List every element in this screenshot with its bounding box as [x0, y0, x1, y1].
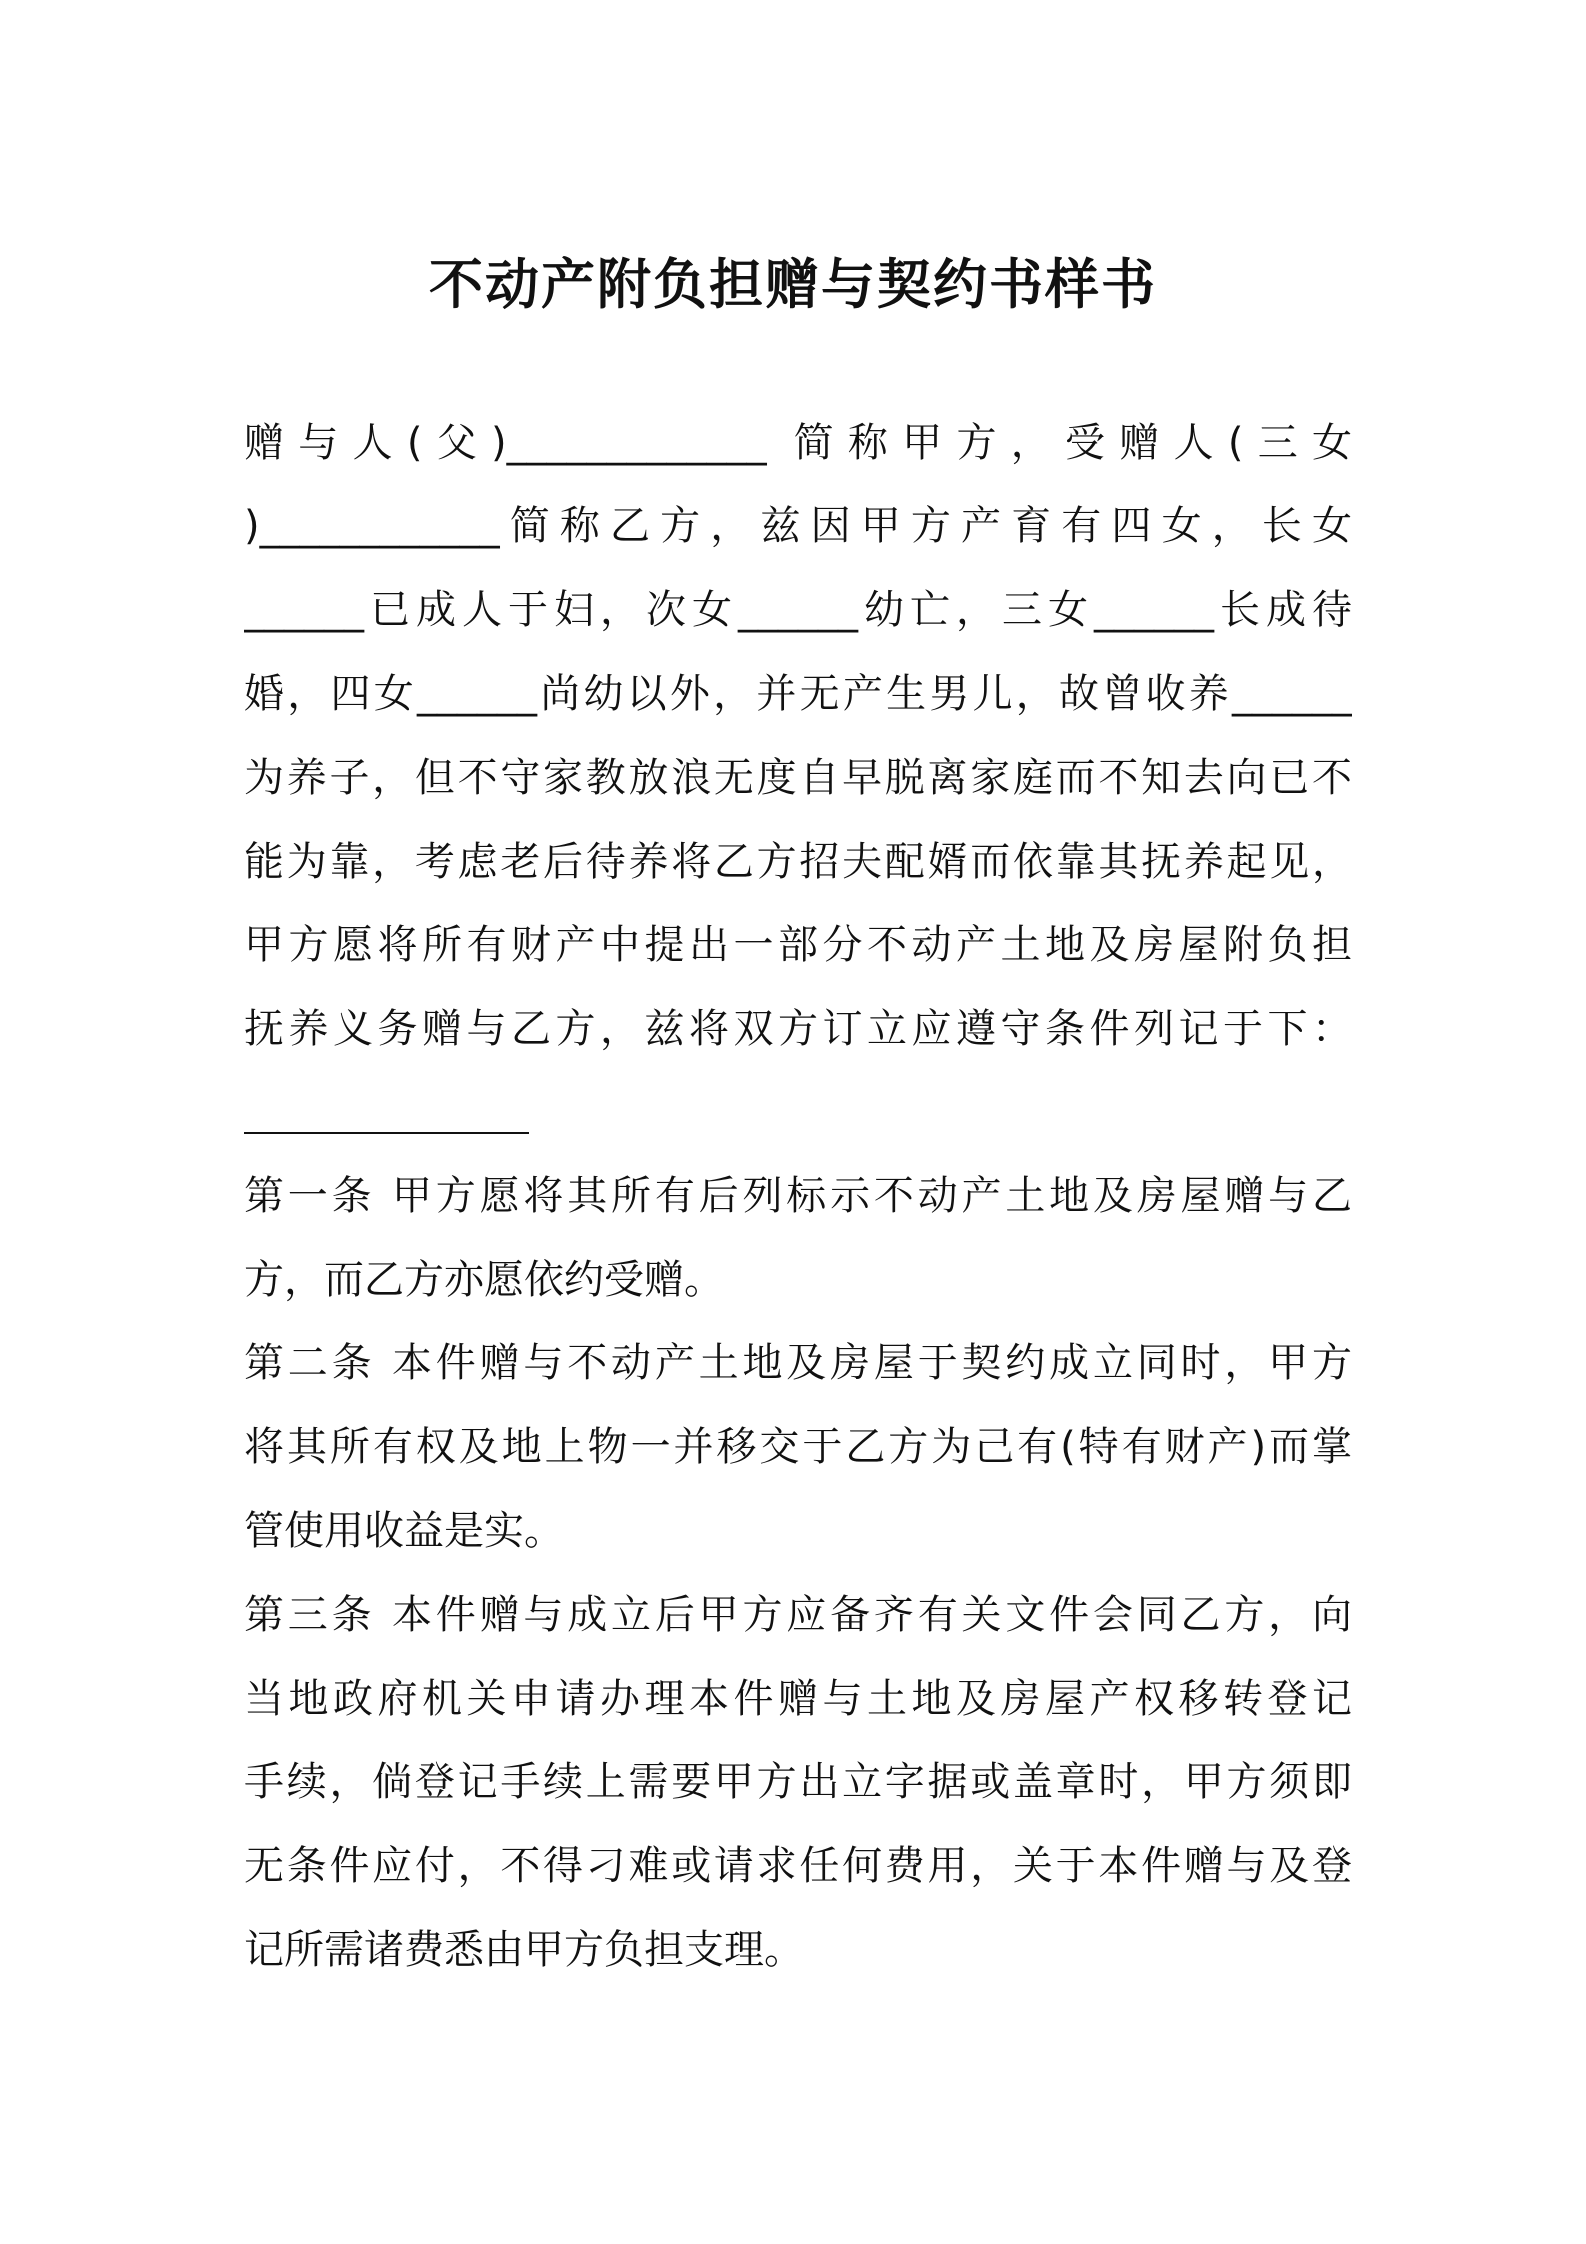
article-3-line: 当地政府机关申请办理本件赠与土地及房屋产权移转登记 — [244, 1676, 1352, 1722]
article-2-line: 将其所有权及地上物一并移交于乙方为己有(特有财产)而掌 — [244, 1424, 1352, 1470]
article-3-line: 第三条 本件赠与成立后甲方应备齐有关文件会同乙方，向 — [244, 1592, 1352, 1638]
article-3-line: 记所需诸费悉由甲方负担支理。 — [244, 1927, 804, 1973]
intro-line: 抚养义务赠与乙方，兹将双方订立应遵守条件列记于下： — [244, 1006, 1352, 1052]
intro-line: 甲方愿将所有财产中提出一部分不动产土地及房屋附负担 — [244, 922, 1352, 968]
intro-line: 赠与人(父)_____________ 简称甲方，受赠人(三女 — [244, 420, 1352, 466]
article-3-line: 手续，倘登记手续上需要甲方出立字据或盖章时，甲方须即 — [244, 1759, 1352, 1805]
intro-line: 婚，四女______尚幼以外，并无产生男儿，故曾收养______ — [244, 671, 1352, 717]
intro-line: 能为靠，考虑老后待养将乙方招夫配婿而依靠其抚养起见， — [244, 839, 1352, 885]
intro-line: 为养子，但不守家教放浪无度自早脱离家庭而不知去向已不 — [244, 755, 1352, 801]
article-1-line: 方，而乙方亦愿依约受赠。 — [244, 1257, 724, 1303]
intro-line: )____________简称乙方，兹因甲方产育有四女，长女 — [244, 503, 1352, 549]
blank-underline — [244, 1132, 529, 1134]
article-1-line: 第一条 甲方愿将其所有后列标示不动产土地及房屋赠与乙 — [244, 1173, 1352, 1219]
article-2-line: 第二条 本件赠与不动产土地及房屋于契约成立同时，甲方 — [244, 1340, 1352, 1386]
document-title: 不动产附负担赠与契约书样书 — [429, 253, 1157, 316]
article-3-line: 无条件应付，不得刁难或请求任何费用，关于本件赠与及登 — [244, 1843, 1352, 1889]
article-2-line: 管使用收益是实。 — [244, 1508, 564, 1554]
intro-line: ______已成人于妇，次女______幼亡，三女______长成待 — [244, 587, 1352, 633]
